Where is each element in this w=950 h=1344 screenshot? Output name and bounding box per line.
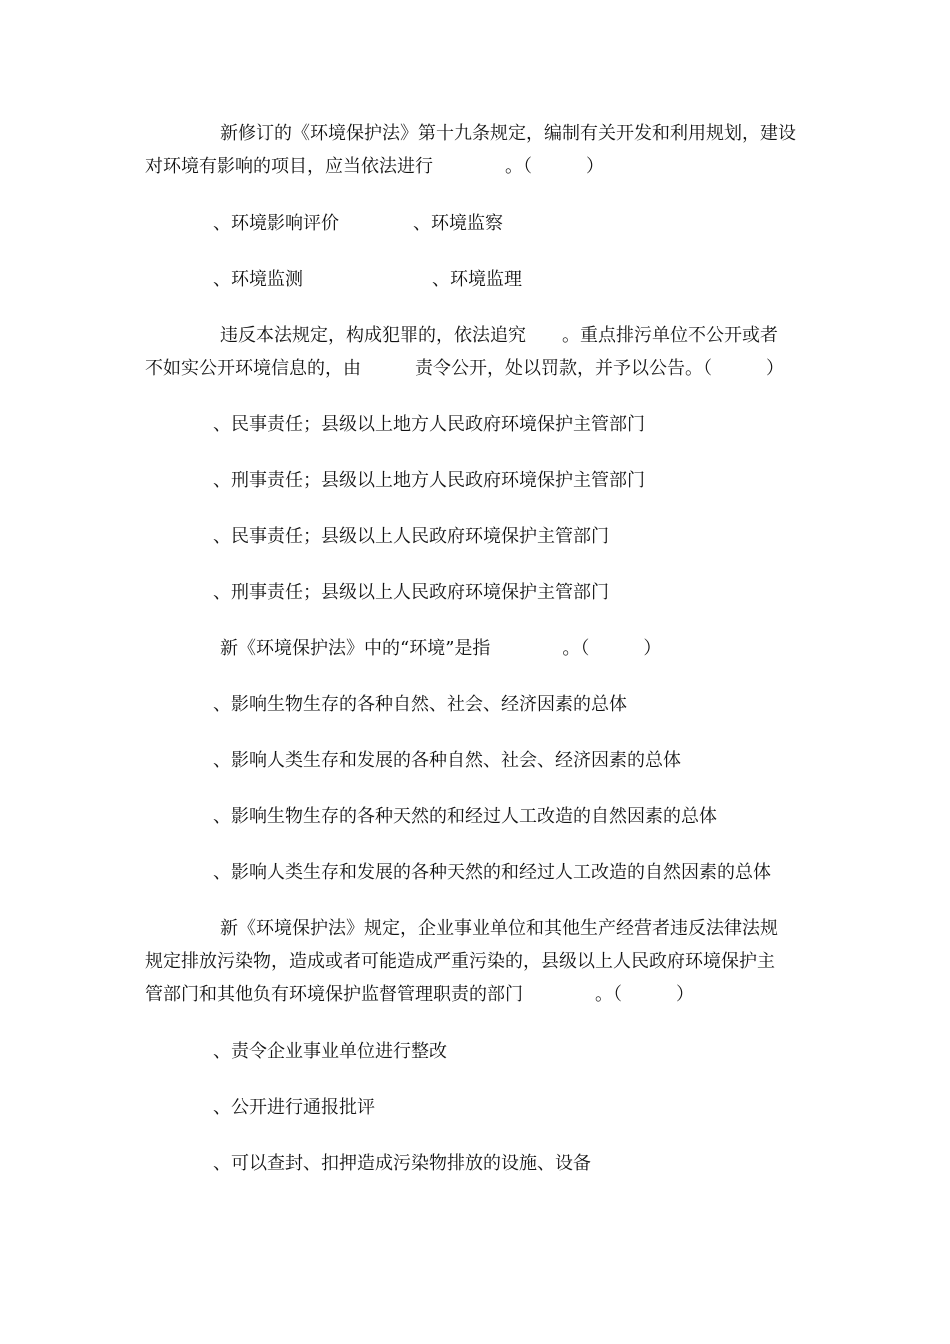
question-2-option-a: 、民事责任；县级以上地方人民政府环境保护主管部门 <box>213 414 645 435</box>
question-2-option-b: 、刑事责任；县级以上地方人民政府环境保护主管部门 <box>213 470 645 491</box>
question-4-option-c: 、可以查封、扣押造成污染物排放的设施、设备 <box>213 1153 591 1174</box>
question-4-option-b: 、公开进行通报批评 <box>213 1097 375 1118</box>
question-2-option-d: 、刑事责任；县级以上人民政府环境保护主管部门 <box>213 582 609 603</box>
question-1-option-c: 、环境监测 <box>213 269 303 290</box>
question-4-option-a: 、责令企业事业单位进行整改 <box>213 1041 447 1062</box>
question-4-line-1: 新《环境保护法》规定，企业事业单位和其他生产经营者违反法律法规 <box>220 918 778 939</box>
question-1-option-b: 、环境监察 <box>413 213 503 234</box>
question-3-option-a: 、影响生物生存的各种自然、社会、经济因素的总体 <box>213 694 627 715</box>
question-1-option-a: 、环境影响评价 <box>213 213 339 234</box>
question-3-option-c: 、影响生物生存的各种天然的和经过人工改造的自然因素的总体 <box>213 806 717 827</box>
question-4-line-2: 规定排放污染物，造成或者可能造成严重污染的，县级以上人民政府环境保护主 <box>145 951 775 972</box>
question-2-line-2: 不如实公开环境信息的，由 责令公开，处以罚款，并予以公告。（ ） <box>145 358 784 379</box>
question-1-option-d: 、环境监理 <box>432 269 522 290</box>
question-2-line-1: 违反本法规定，构成犯罪的，依法追究 。重点排污单位不公开或者 <box>220 325 778 346</box>
question-3-option-b: 、影响人类生存和发展的各种自然、社会、经济因素的总体 <box>213 750 681 771</box>
question-3-option-d: 、影响人类生存和发展的各种天然的和经过人工改造的自然因素的总体 <box>213 862 771 883</box>
question-1-line-1: 新修订的《环境保护法》第十九条规定，编制有关开发和利用规划，建设 <box>220 123 796 144</box>
question-1-line-2: 对环境有影响的项目，应当依法进行 。（ ） <box>145 156 604 177</box>
question-4-line-3: 管部门和其他负有环境保护监督管理职责的部门 。（ ） <box>145 984 694 1005</box>
question-2-option-c: 、民事责任；县级以上人民政府环境保护主管部门 <box>213 526 609 547</box>
question-3-line-1: 新《环境保护法》中的“环境”是指 。（ ） <box>220 638 662 659</box>
